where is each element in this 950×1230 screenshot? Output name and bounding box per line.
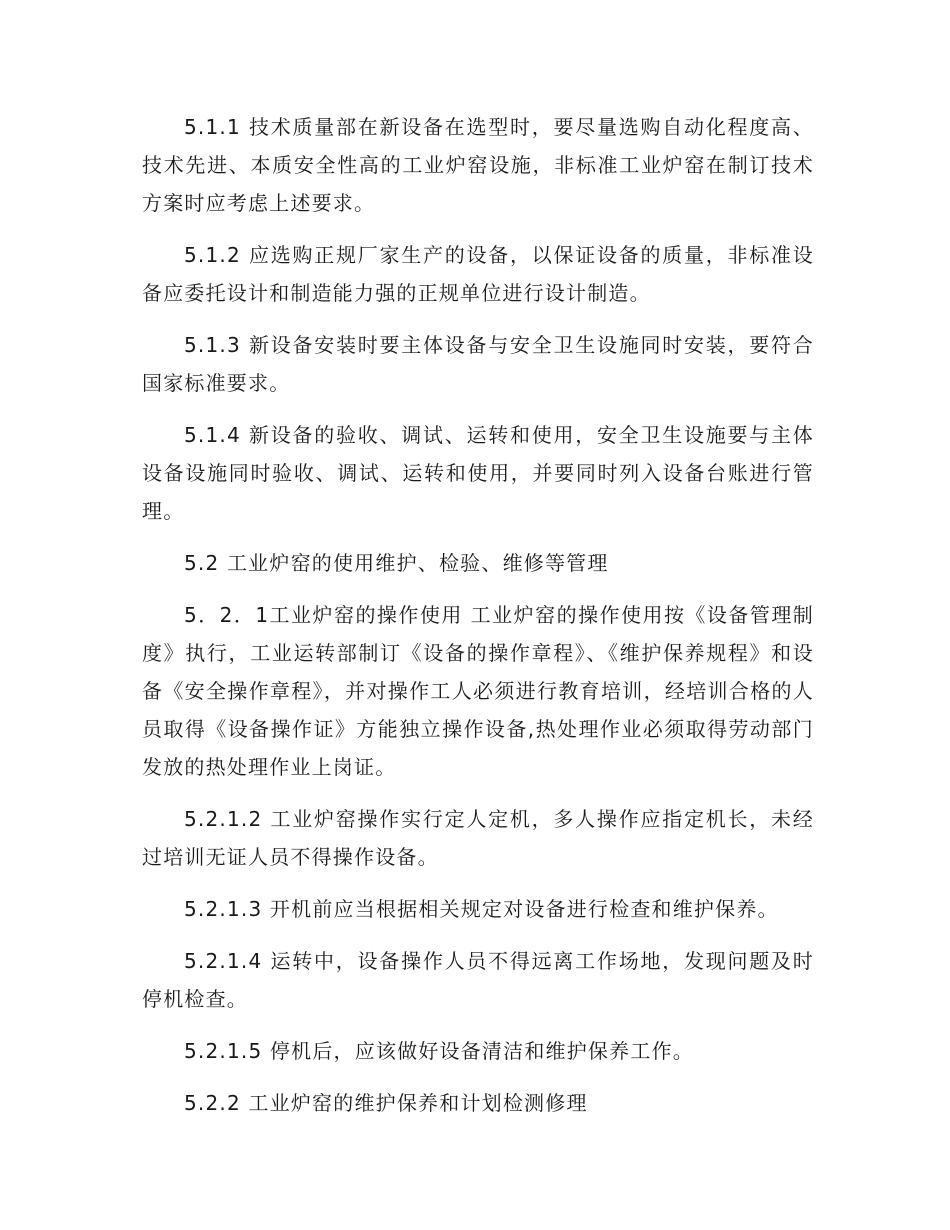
paragraph-5-1-1: 5.1.1 技术质量部在新设备在选型时，要尽量选购自动化程度高、技术先进、本质安全性高的工业炉窑设施，非标准工业炉窑在制订技术方案时应考虑上述要求。 — [142, 115, 814, 215]
paragraph-5-2-1-5: 5.2.1.5 停机后，应该做好设备清洁和维护保养工作。 — [184, 1039, 694, 1063]
paragraph-5-2-1-4: 5.2.1.4 运转中，设备操作人员不得远离工作场地，发现问题及时停机检查。 — [142, 949, 814, 1011]
paragraph-5-1-4: 5.1.4 新设备的验收、调试、运转和使用，安全卫生设施要与主体设备设施同时验收、调试、运转和使用，并要同时列入设备台账进行管理。 — [142, 423, 814, 523]
document-body — [142, 108, 814, 1136]
paragraph-5-1-3: 5.1.3 新设备安装时要主体设备与安全卫生设施同时安装，要符合国家标准要求。 — [142, 333, 814, 395]
paragraph-5-1-2: 5.1.2 应选购正规厂家生产的设备，以保证设备的质量，非标准设备应委托设计和制造能力强的正规单位进行设计制造。 — [142, 243, 814, 305]
section-heading-5-2: 5.2 工业炉窑的使用维护、检验、维修等管理 — [184, 551, 609, 575]
paragraph-5-2-1-3: 5.2.1.3 开机前应当根据相关规定对设备进行检查和维护保养。 — [184, 897, 779, 921]
section-heading-5-2-2: 5.2.2 工业炉窑的维护保养和计划检测修理 — [184, 1091, 588, 1115]
paragraph-5-2-1: 5．2．1工业炉窑的操作使用 工业炉窑的操作使用按《设备管理制度》执行，工业运转部制订《设备的操作章程》、《维护保养规程》和设备《安全操作章程》，并对操作工人必须进行教育培训，经培训合格的人员取得《设备操作证》方能独立操作设备,热处理作业必须取得劳动部门发放的热处理作业上岗证。 — [142, 603, 814, 779]
paragraph-5-2-1-2: 5.2.1.2 工业炉窑操作实行定人定机，多人操作应指定机长，未经过培训无证人员不得操作设备。 — [142, 807, 814, 869]
